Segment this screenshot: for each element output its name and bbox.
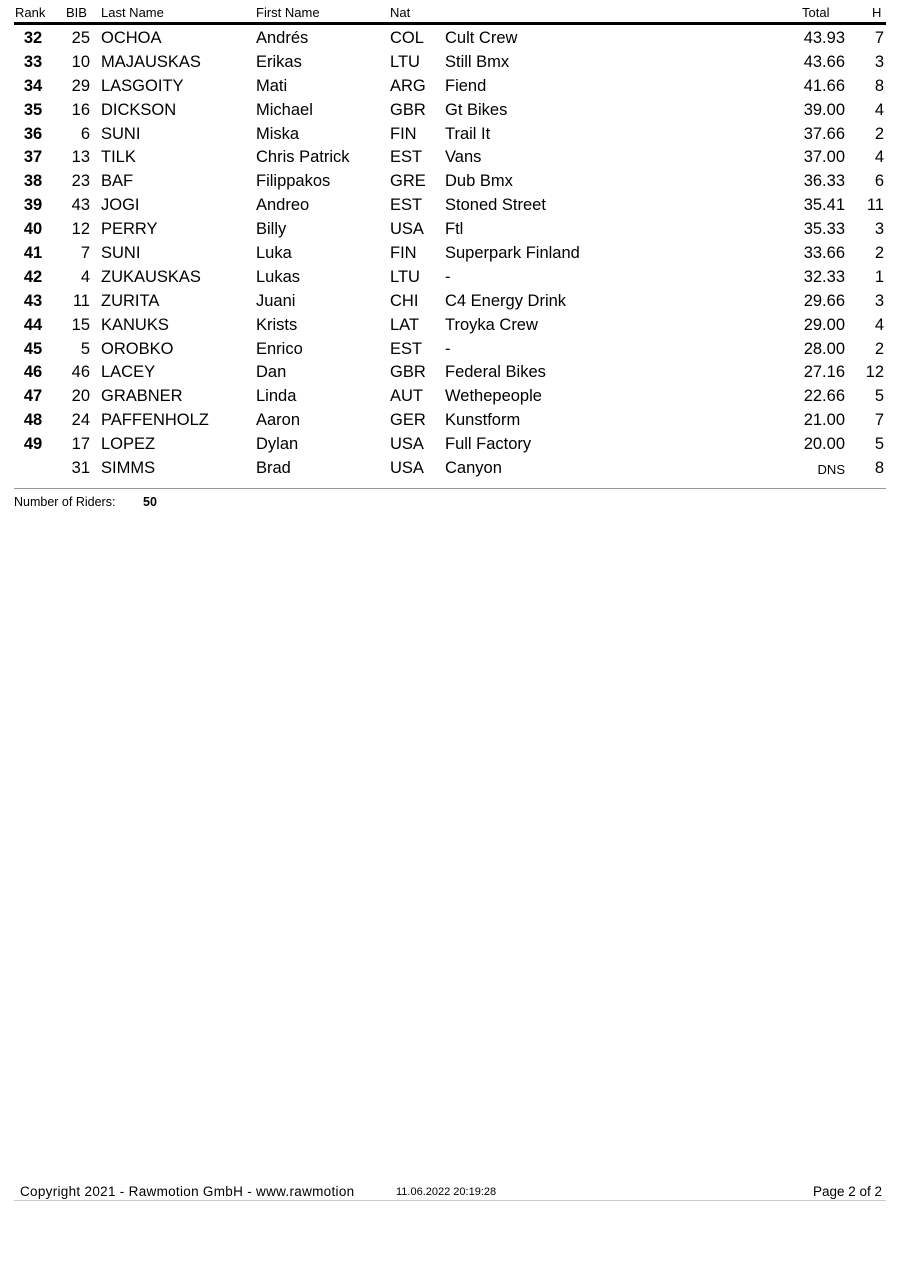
last-name-cell: MAJAUSKAS <box>101 52 201 71</box>
bib-cell: 12 <box>71 220 90 239</box>
rank-cell: 43 <box>23 291 43 310</box>
heat-cell: 5 <box>874 435 884 454</box>
nat-cell: EST <box>390 148 423 167</box>
first-name-cell: Luka <box>256 244 292 263</box>
rider-count-summary <box>14 495 157 509</box>
team-cell: Stoned Street <box>445 196 546 215</box>
first-name-cell: Erikas <box>256 52 302 71</box>
table-row <box>14 50 886 74</box>
team-cell: Dub Bmx <box>445 172 513 191</box>
team-cell: Ftl <box>445 220 464 239</box>
nat-cell: ARG <box>390 76 426 95</box>
bib-cell: 17 <box>71 435 90 454</box>
first-name-cell: Billy <box>256 220 287 239</box>
footer-divider <box>14 1200 886 1201</box>
heat-cell: 6 <box>874 172 884 191</box>
total-cell: DNS <box>817 462 845 478</box>
last-name-cell: DICKSON <box>101 100 177 119</box>
bib-cell: 16 <box>71 100 90 119</box>
table-row <box>14 456 886 480</box>
header-bib: BIB <box>66 5 87 20</box>
nat-cell: LTU <box>390 52 420 71</box>
first-name-cell: Enrico <box>256 339 303 358</box>
first-name-cell: Mati <box>256 76 288 95</box>
nat-cell: GRE <box>390 172 426 191</box>
total-cell: 35.41 <box>803 196 845 215</box>
total-cell: 36.33 <box>803 172 845 191</box>
first-name-cell: Brad <box>256 459 291 478</box>
nat-cell: EST <box>390 339 423 358</box>
heat-cell: 2 <box>874 244 884 263</box>
first-name-cell: Chris Patrick <box>256 148 350 167</box>
rank-cell: 35 <box>23 100 43 119</box>
rank-cell: 39 <box>23 196 43 215</box>
nat-cell: USA <box>390 435 424 454</box>
first-name-cell: Dan <box>256 363 287 382</box>
copyright-text: Copyright 2021 - Rawmotion GmbH - www.rawmotion <box>20 1184 355 1199</box>
total-cell: 20.00 <box>803 435 845 454</box>
team-cell: Fiend <box>445 76 487 95</box>
nat-cell: GBR <box>390 363 426 382</box>
bib-cell: 29 <box>71 76 90 95</box>
page-number: Page 2 of 2 <box>812 1184 882 1199</box>
table-row <box>14 145 886 169</box>
total-cell: 21.00 <box>803 411 845 430</box>
header-rank: Rank <box>15 5 46 20</box>
table-row <box>14 432 886 456</box>
nat-cell: LTU <box>390 267 420 286</box>
total-cell: 37.00 <box>803 148 845 167</box>
last-name-cell: LASGOITY <box>101 76 184 95</box>
bib-cell: 15 <box>71 315 90 334</box>
heat-cell: 1 <box>874 267 884 286</box>
nat-cell: USA <box>390 459 424 478</box>
last-name-cell: SUNI <box>101 244 141 263</box>
table-row <box>14 122 886 146</box>
heat-cell: 7 <box>874 411 884 430</box>
first-name-cell: Linda <box>256 387 297 406</box>
table-row <box>14 169 886 193</box>
rider-count-value: 50 <box>143 495 157 509</box>
rank-cell: 33 <box>23 52 43 71</box>
last-name-cell: KANUKS <box>101 315 169 334</box>
rank-cell: 49 <box>23 435 43 454</box>
table-row <box>14 337 886 361</box>
header-divider <box>14 22 886 25</box>
heat-cell: 4 <box>874 315 884 334</box>
results-table <box>14 26 886 480</box>
team-cell: Federal Bikes <box>445 363 546 382</box>
total-cell: 22.66 <box>803 387 845 406</box>
heat-cell: 3 <box>874 291 884 310</box>
bib-cell: 6 <box>80 124 90 143</box>
first-name-cell: Aaron <box>256 411 301 430</box>
last-name-cell: SIMMS <box>101 459 156 478</box>
header-total: Total <box>802 5 830 20</box>
nat-cell: AUT <box>390 387 423 406</box>
heat-cell: 3 <box>874 52 884 71</box>
rank-cell: 40 <box>23 220 43 239</box>
team-cell: Superpark Finland <box>445 244 580 263</box>
team-cell: - <box>445 267 451 286</box>
first-name-cell: Michael <box>256 100 313 119</box>
nat-cell: EST <box>390 196 423 215</box>
nat-cell: LAT <box>390 315 420 334</box>
bib-cell: 7 <box>80 244 90 263</box>
first-name-cell: Filippakos <box>256 172 331 191</box>
heat-cell: 8 <box>874 459 884 478</box>
table-row <box>14 313 886 337</box>
bib-cell: 4 <box>80 267 90 286</box>
table-row <box>14 408 886 432</box>
team-cell: Still Bmx <box>445 52 510 71</box>
bib-cell: 43 <box>71 196 90 215</box>
first-name-cell: Miska <box>256 124 300 143</box>
bib-cell: 24 <box>71 411 90 430</box>
heat-cell: 4 <box>874 148 884 167</box>
first-name-cell: Dylan <box>256 435 299 454</box>
nat-cell: USA <box>390 220 424 239</box>
nat-cell: CHI <box>390 291 419 310</box>
bib-cell: 10 <box>71 52 90 71</box>
team-cell: Wethepeople <box>445 387 542 406</box>
heat-cell: 7 <box>874 29 884 47</box>
table-row <box>14 289 886 313</box>
bib-cell: 20 <box>71 387 90 406</box>
total-cell: 29.66 <box>803 291 845 310</box>
table-row <box>14 74 886 98</box>
table-header <box>14 3 886 21</box>
page-footer <box>20 1184 886 1200</box>
nat-cell: FIN <box>390 244 417 263</box>
team-cell: Cult Crew <box>445 29 518 47</box>
header-h: H <box>872 5 882 20</box>
print-timestamp: 11.06.2022 20:19:28 <box>396 1186 497 1198</box>
rank-cell: 48 <box>23 411 43 430</box>
team-cell: Full Factory <box>445 435 532 454</box>
header-nat: Nat <box>390 5 411 20</box>
table-row <box>14 384 886 408</box>
nat-cell: COL <box>390 29 424 47</box>
bib-cell: 23 <box>71 172 90 191</box>
first-name-cell: Lukas <box>256 267 301 286</box>
total-cell: 43.66 <box>803 52 845 71</box>
last-name-cell: ZURITA <box>101 291 160 310</box>
heat-cell: 5 <box>874 387 884 406</box>
rank-cell: 37 <box>23 148 43 167</box>
team-cell: Vans <box>445 148 482 167</box>
last-name-cell: OCHOA <box>101 29 162 47</box>
rank-cell: 44 <box>23 315 43 334</box>
team-cell: Kunstform <box>445 411 521 430</box>
table-row <box>14 360 886 384</box>
nat-cell: GER <box>390 411 426 430</box>
heat-cell: 8 <box>874 76 884 95</box>
heat-cell: 12 <box>865 363 884 382</box>
total-cell: 28.00 <box>803 339 845 358</box>
rank-cell: 38 <box>23 172 43 191</box>
first-name-cell: Andrés <box>256 29 309 47</box>
team-cell: Canyon <box>445 459 502 478</box>
last-name-cell: BAF <box>101 172 134 191</box>
heat-cell: 11 <box>866 196 884 215</box>
heat-cell: 2 <box>874 124 884 143</box>
table-row <box>14 193 886 217</box>
last-name-cell: JOGI <box>101 196 140 215</box>
table-row <box>14 98 886 122</box>
last-name-cell: OROBKO <box>101 339 174 358</box>
bib-cell: 31 <box>71 459 90 478</box>
total-cell: 35.33 <box>803 220 845 239</box>
bib-cell: 11 <box>72 291 90 310</box>
last-name-cell: LOPEZ <box>101 435 156 454</box>
first-name-cell: Juani <box>256 291 296 310</box>
total-cell: 27.16 <box>803 363 845 382</box>
bib-cell: 25 <box>71 29 90 47</box>
last-name-cell: PERRY <box>101 220 158 239</box>
last-name-cell: TILK <box>101 148 136 167</box>
total-cell: 43.93 <box>803 29 845 47</box>
rider-count-label: Number of Riders: <box>14 495 116 509</box>
bib-cell: 13 <box>71 148 90 167</box>
heat-cell: 3 <box>874 220 884 239</box>
bib-cell: 5 <box>80 339 90 358</box>
rank-cell: 47 <box>23 387 43 406</box>
first-name-cell: Krists <box>256 315 298 334</box>
total-cell: 33.66 <box>803 244 845 263</box>
rank-cell: 34 <box>23 76 43 95</box>
table-row <box>14 217 886 241</box>
total-cell: 32.33 <box>803 267 845 286</box>
nat-cell: FIN <box>390 124 417 143</box>
heat-cell: 4 <box>874 100 884 119</box>
total-cell: 41.66 <box>803 76 845 95</box>
total-cell: 29.00 <box>803 315 845 334</box>
rank-cell: 42 <box>23 267 43 286</box>
table-row <box>14 265 886 289</box>
header-last-name: Last Name <box>101 5 164 20</box>
team-cell: Troyka Crew <box>445 315 538 334</box>
team-cell: Gt Bikes <box>445 100 508 119</box>
last-name-cell: LACEY <box>101 363 156 382</box>
table-row <box>14 26 886 50</box>
rank-cell: 32 <box>23 29 43 47</box>
table-row <box>14 241 886 265</box>
rank-cell: 45 <box>23 339 43 358</box>
rank-cell: 41 <box>23 244 43 263</box>
team-cell: Trail It <box>445 124 491 143</box>
first-name-cell: Andreo <box>256 196 310 215</box>
last-name-cell: PAFFENHOLZ <box>101 411 209 430</box>
team-cell: - <box>445 339 451 358</box>
rank-cell: 46 <box>23 363 43 382</box>
header-first-name: First Name <box>256 5 320 20</box>
nat-cell: GBR <box>390 100 426 119</box>
total-cell: 37.66 <box>803 124 845 143</box>
rank-cell: 36 <box>23 124 43 143</box>
team-cell: C4 Energy Drink <box>445 291 567 310</box>
last-name-cell: GRABNER <box>101 387 183 406</box>
heat-cell: 2 <box>874 339 884 358</box>
total-cell: 39.00 <box>803 100 845 119</box>
last-name-cell: ZUKAUSKAS <box>101 267 201 286</box>
bib-cell: 46 <box>71 363 90 382</box>
table-bottom-divider <box>14 488 886 489</box>
last-name-cell: SUNI <box>101 124 141 143</box>
